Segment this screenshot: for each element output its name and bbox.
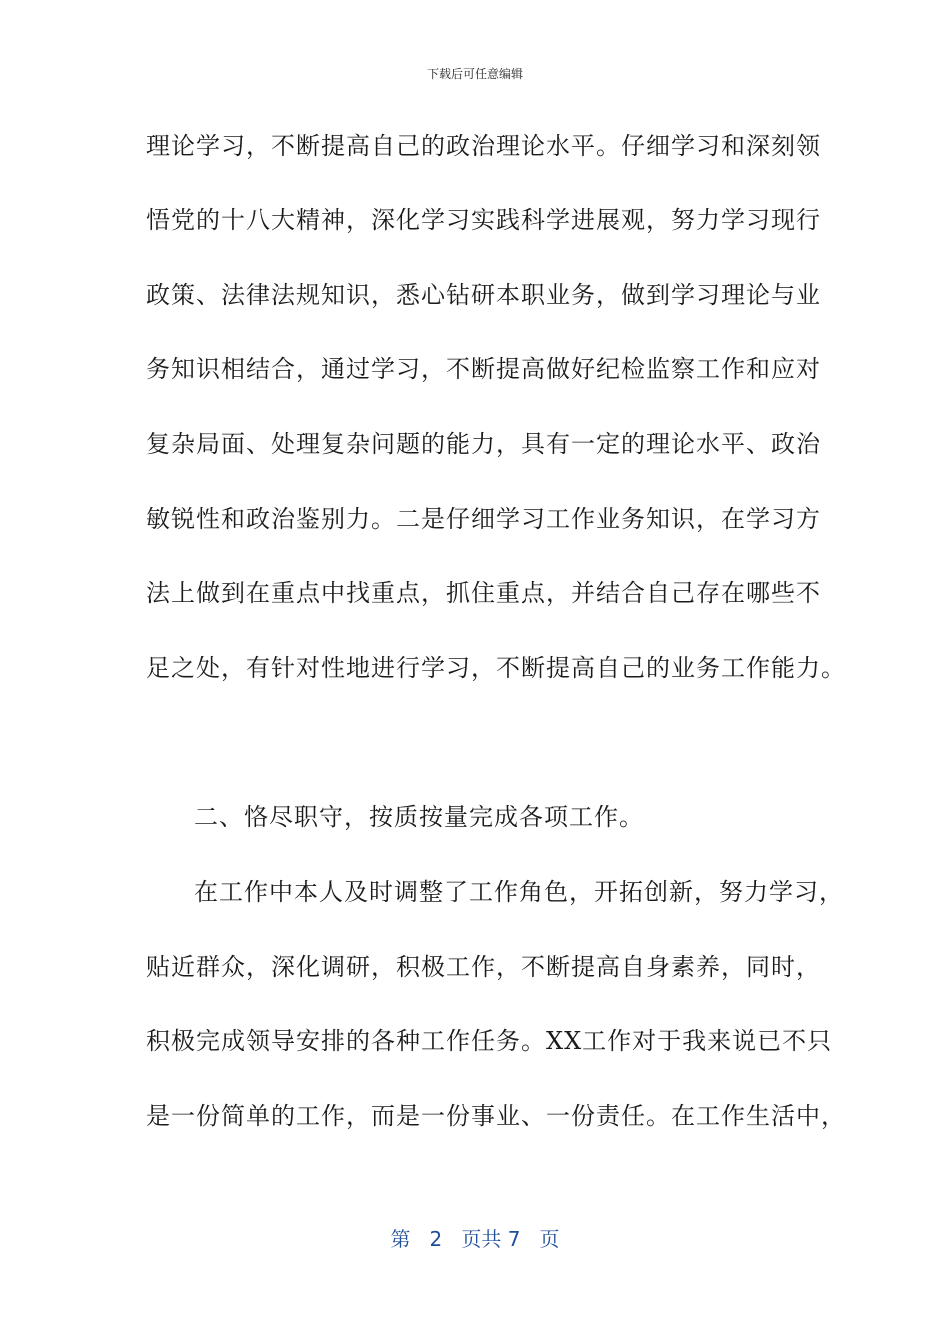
section-heading: 二、恪尽职守，按质按量完成各项工作。: [194, 803, 644, 831]
paragraph-line: 贴近群众，深化调研，积极工作，不断提高自身素养，同时，: [146, 953, 821, 981]
paragraph-line: 敏锐性和政治鉴别力。二是仔细学习工作业务知识，在学习方: [146, 505, 821, 533]
paragraph-line: 悟党的十八大精神，深化学习实践科学进展观，努力学习现行: [146, 206, 821, 234]
paragraph-line: 是一份简单的工作，而是一份事业、一份责任。在工作生活中，: [146, 1102, 846, 1130]
paragraph-line: 复杂局面、处理复杂问题的能力，具有一定的理论水平、政治: [146, 430, 821, 458]
paragraph-line: 足之处，有针对性地进行学习，不断提高自己的业务工作能力。: [146, 654, 846, 682]
footer-prefix: 第: [390, 1227, 411, 1251]
total-pages-number: 7: [507, 1227, 521, 1251]
paragraph-line: 积极完成领导安排的各种工作任务。XX工作对于我来说已不只: [146, 1027, 833, 1055]
footer-middle: 页共: [461, 1227, 502, 1251]
paragraph-line: 务知识相结合，通过学习，不断提高做好纪检监察工作和应对: [146, 355, 821, 383]
paragraph-line: 理论学习，不断提高自己的政治理论水平。仔细学习和深刻领: [146, 132, 821, 160]
paragraph-line: 在工作中本人及时调整了工作角色，开拓创新，努力学习，: [194, 878, 844, 906]
paragraph-line: 政策、法律法规知识，悉心钻研本职业务，做到学习理论与业: [146, 281, 821, 309]
footer-suffix: 页: [539, 1227, 560, 1251]
current-page-number: 2: [429, 1227, 443, 1251]
paragraph-line: 法上做到在重点中找重点，抓住重点，并结合自己存在哪些不: [146, 579, 821, 607]
page-header-note: 下载后可任意编辑: [426, 67, 523, 81]
page-number-footer: [0, 1226, 950, 1252]
